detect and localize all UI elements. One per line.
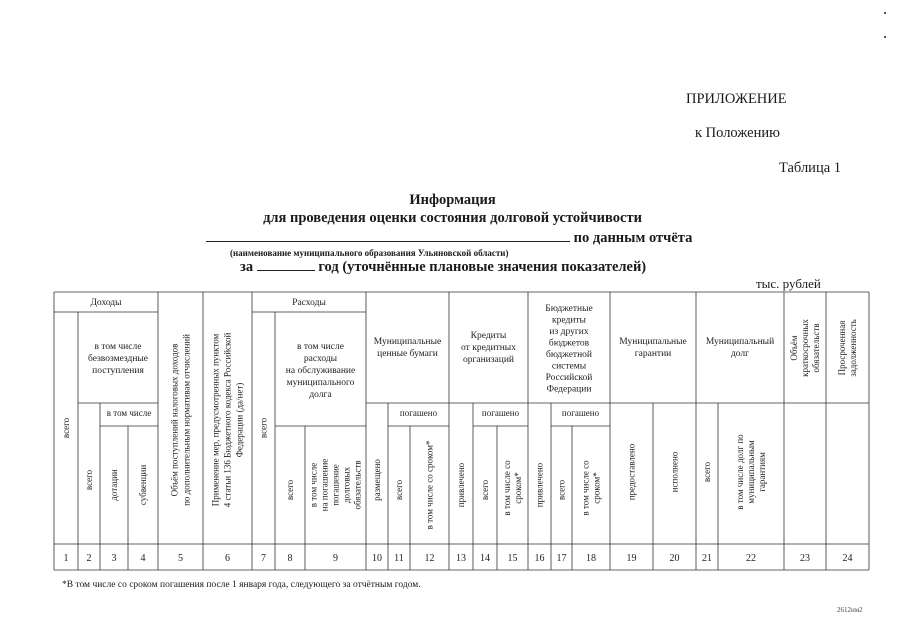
vlabel-securities-repaid-total [394, 479, 404, 500]
column-number-2: 2 [86, 553, 92, 564]
header-incl-debt-service: долга [309, 390, 332, 400]
vlabel-additional-norms [170, 334, 192, 506]
svg-text:на погашение: на погашение [319, 458, 330, 512]
header-incl-free-receipts: поступления [92, 366, 144, 376]
vlabel-debt-service-total [285, 479, 295, 500]
header-incl-free-receipts: безвозмездные [87, 354, 149, 364]
svg-text:сроком*: сроком* [591, 472, 602, 504]
column-number-13: 13 [456, 553, 466, 564]
svg-text:Применение мер, предусмотренны: Применение мер, предусмотренных пунктом [210, 333, 221, 507]
header-municipal-debt: Муниципальный [705, 337, 775, 347]
column-number-24: 24 [842, 553, 853, 564]
svg-text:субвенции: субвенции [138, 464, 148, 506]
report-suffix: по данным отчёта [573, 230, 693, 246]
column-number-9: 9 [333, 553, 338, 564]
column-number-4: 4 [140, 553, 146, 564]
column-number-3: 3 [111, 553, 117, 564]
vlabel-securities-placed [372, 459, 382, 501]
units-label: тыс. рублей [756, 276, 821, 291]
svg-text:всего: всего [556, 479, 567, 501]
svg-text:сроком*: сроком* [513, 472, 523, 504]
column-number-19: 19 [626, 553, 637, 564]
header-credit-organisations: от кредитных [461, 343, 516, 353]
header-budget-credits: Федерации [546, 384, 592, 395]
vlabel-grants [109, 469, 119, 501]
year-prefix: за [240, 259, 254, 275]
header-incl-debt-service: расходы [303, 354, 338, 364]
vlabel-art136 [211, 333, 245, 508]
svg-text:в том числе долг по: в том числе долг по [735, 434, 745, 510]
svg-text:всего: всего [702, 461, 712, 483]
column-number-7: 7 [261, 553, 266, 564]
vlabel-debt-service-incl [309, 459, 363, 512]
column-number-15: 15 [507, 553, 518, 564]
svg-text:краткосрочных: краткосрочных [800, 319, 810, 377]
column-number-23: 23 [800, 553, 810, 564]
header-budget-credits: бюджетов [548, 338, 590, 349]
year-suffix: год (уточнённые плановые значения показателей) [318, 259, 647, 275]
header-guarantees: Муниципальные [619, 337, 687, 347]
svg-text:всего: всего [285, 479, 295, 501]
column-number-12: 12 [424, 553, 435, 564]
column-number-11: 11 [394, 553, 404, 564]
header-incl-free-receipts: в том числе [94, 342, 142, 352]
column-number-21: 21 [702, 553, 712, 564]
svg-text:всего: всего [61, 417, 71, 439]
header-incl: в том числе [106, 408, 152, 418]
svg-text:всего: всего [258, 417, 269, 439]
svg-text:всего: всего [84, 469, 94, 491]
column-number-10: 10 [372, 553, 382, 564]
column-number-1: 1 [63, 553, 69, 564]
document-title: Информация [409, 192, 496, 208]
header-guarantees: гарантии [634, 349, 672, 359]
vlabel-expenses-total [259, 417, 269, 438]
vlabel-budget-credits-attracted [535, 462, 545, 507]
svg-text:размещено: размещено [372, 459, 382, 501]
svg-text:4 статьи 136 Бюджетного кодекс: 4 статьи 136 Бюджетного кодекса Российской [222, 332, 233, 508]
column-number-18: 18 [586, 553, 596, 564]
header-credit-organisations: Кредиты [470, 331, 507, 341]
svg-text:по дополнительным нормативам о: по дополнительным нормативам отчислений [181, 334, 192, 506]
header-repaid: погашено [399, 408, 438, 418]
svg-text:в том числе со: в том числе со [580, 460, 591, 516]
vlabel-guarantees-executed [670, 451, 680, 492]
vlabel-credits-incl-term [502, 460, 523, 516]
vlabel-debt-total [702, 461, 712, 482]
vlabel-free-total [84, 469, 94, 490]
header-repaid: погашено [561, 408, 600, 418]
vlabel-income-total [61, 417, 71, 438]
column-number-16: 16 [534, 553, 545, 564]
header-incl-debt-service: муниципального [286, 378, 355, 388]
header-budget-credits: из других [549, 326, 589, 337]
svg-text:Федерации (да/нет): Федерации (да/нет) [234, 382, 245, 458]
svg-text:в том числе со сроком*: в том числе со сроком* [424, 440, 435, 530]
column-number-17: 17 [556, 553, 567, 564]
vlabel-short-term-obligations [789, 319, 821, 377]
vlabel-credits-repaid-total [480, 479, 490, 500]
svg-text:дотации: дотации [109, 469, 119, 501]
header-budget-credits: Российской [545, 372, 593, 383]
vlabel-debt-incl-guarantees [735, 434, 767, 510]
vlabel-overdue-debt [837, 319, 858, 377]
svg-text:обязательств: обязательств [352, 460, 363, 510]
appendix-label: ПРИЛОЖЕНИЕ [686, 91, 787, 107]
header-budget-credits: системы [551, 361, 587, 372]
svg-text:обязательств: обязательств [811, 323, 821, 373]
vlabel-budget-credits-incl-term [581, 460, 602, 516]
svg-text:Объём поступлений налоговых до: Объём поступлений налоговых доходов [169, 343, 180, 497]
svg-text:исполнено: исполнено [669, 451, 680, 493]
document-stamp: 2612нм2 [837, 606, 863, 614]
column-number-6: 6 [225, 553, 230, 564]
header-budget-credits: бюджетной [545, 349, 593, 360]
table-number: Таблица 1 [779, 160, 842, 176]
header-expenses: Расходы [292, 298, 326, 308]
svg-text:задолженность: задолженность [848, 319, 858, 377]
header-budget-credits: Бюджетные [545, 303, 593, 314]
vlabel-securities-incl-term [425, 440, 435, 529]
header-municipal-debt: долг [730, 349, 750, 359]
column-number-8: 8 [287, 553, 293, 564]
column-number-14: 14 [480, 553, 490, 564]
svg-text:всего: всего [480, 479, 490, 501]
header-credit-organisations: организаций [462, 355, 515, 365]
svg-text:муниципальным: муниципальным [746, 440, 756, 504]
footnote: *В том числе со сроком погашения после 1 января года, следующего за отчётным годом. [62, 580, 421, 590]
column-number-5: 5 [178, 553, 183, 564]
header-repaid: погашено [481, 408, 520, 418]
column-number-22: 22 [746, 553, 756, 564]
scan-mark [884, 12, 886, 14]
header-incl-debt-service: на обслуживание [285, 366, 356, 376]
vlabel-guarantees-provided [627, 443, 637, 500]
header-securities: Муниципальные [373, 337, 442, 347]
svg-text:Объём: Объём [789, 335, 799, 361]
regulation-reference: к Положению [695, 125, 780, 141]
svg-text:погашение: погашение [330, 464, 341, 506]
svg-text:всего: всего [394, 479, 404, 501]
svg-text:долговых: долговых [341, 466, 352, 504]
scan-mark [884, 36, 886, 38]
svg-text:привлечено: привлечено [534, 462, 545, 508]
svg-text:в том числе со: в том числе со [502, 460, 512, 516]
header-budget-credits: кредиты [552, 315, 586, 326]
svg-text:в том числе: в том числе [308, 462, 319, 508]
column-number-20: 20 [669, 553, 680, 564]
header-incl-debt-service: в том числе [297, 342, 344, 352]
vlabel-subventions [138, 465, 148, 505]
vlabel-budget-credits-repaid-total [557, 479, 567, 500]
municipality-caption: (наименование муниципального образования Ульяновской области) [230, 248, 509, 258]
svg-text:предоставлено: предоставлено [626, 443, 637, 501]
svg-text:Просроченная: Просроченная [837, 320, 847, 376]
vlabel-credits-attracted [456, 462, 466, 507]
svg-text:привлечено: привлечено [456, 462, 466, 508]
document-subtitle: для проведения оценки состояния долговой устойчивости [263, 210, 642, 226]
svg-text:гарантиям: гарантиям [757, 452, 767, 492]
header-securities: ценные бумаги [377, 349, 438, 359]
header-income: Доходы [90, 298, 122, 308]
